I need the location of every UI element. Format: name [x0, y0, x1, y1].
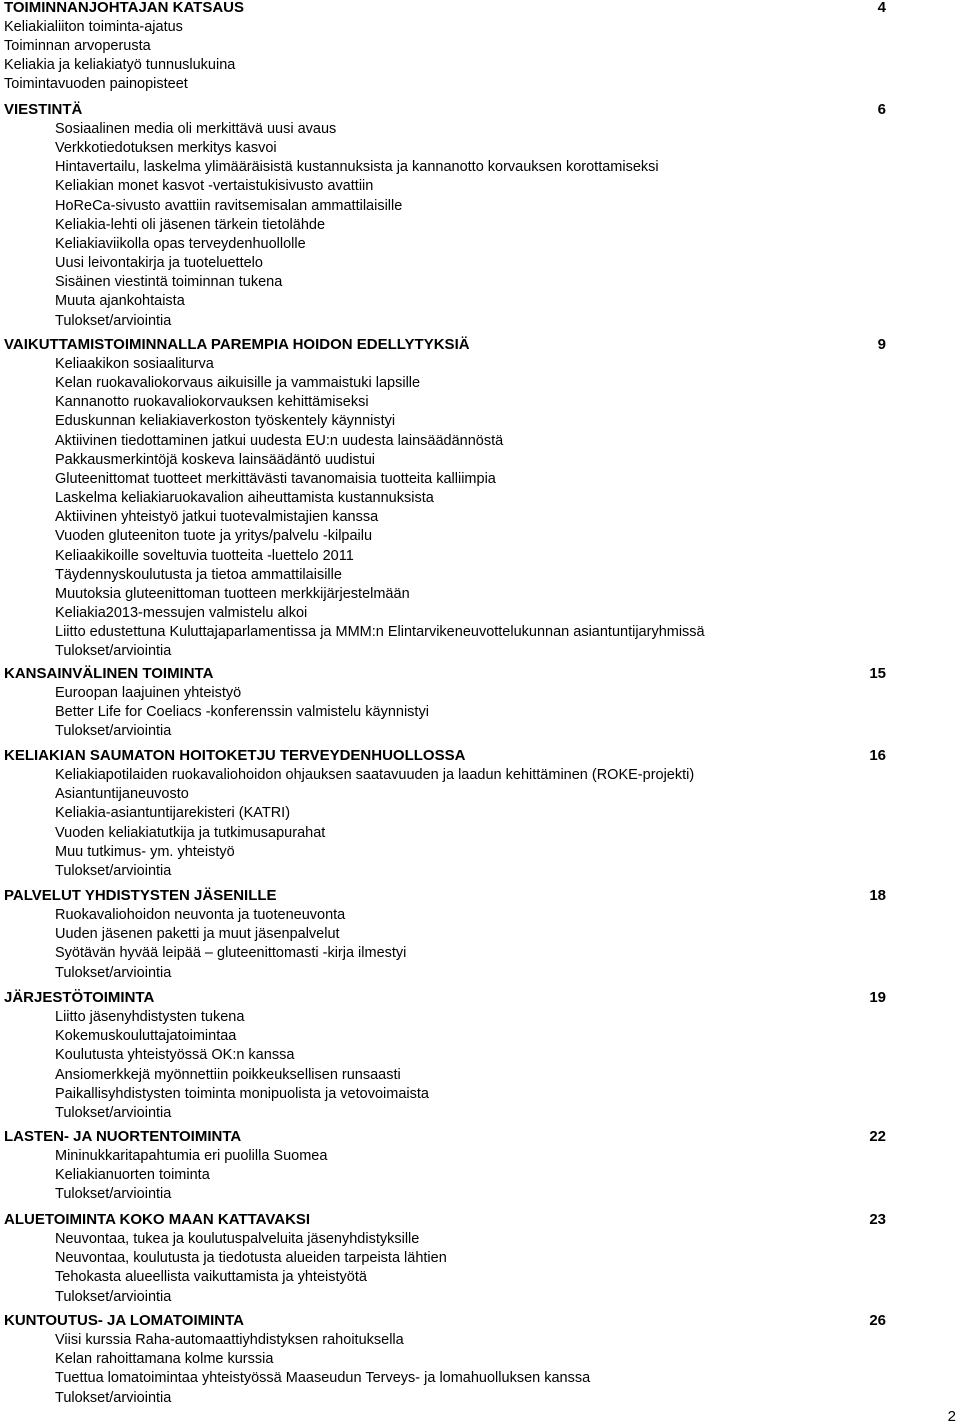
toc-entry[interactable]: Tuettua lomatoimintaa yhteistyössä Maaseudun Terveys- ja lomahuolluksen kanssa: [55, 1370, 591, 1387]
toc-entry[interactable]: Täydennyskoulutusta ja tietoa ammattilaisille: [55, 566, 342, 583]
toc-entry[interactable]: Laskelma keliakiaruokavalion aiheuttamista kustannuksista: [55, 490, 434, 506]
toc-heading[interactable]: [4, 337, 886, 353]
toc-entry[interactable]: Kelan ruokavaliokorvaus aikuisille ja vammaistuki lapsille: [55, 375, 421, 392]
toc-entry[interactable]: Tulokset/arviointia: [55, 312, 172, 329]
toc-heading[interactable]: [4, 1212, 886, 1228]
toc-entry[interactable]: Pakkausmerkintöjä koskeva lainsäädäntö uudistui: [55, 451, 375, 468]
toc-heading-title: KUNTOUTUS- JA LOMATOIMINTA: [4, 1312, 244, 1329]
toc-entry[interactable]: Tehokasta alueellista vaikuttamista ja yhteistyötä: [55, 1269, 367, 1286]
toc-entry[interactable]: Keliakia-lehti oli jäsenen tärkein tietolähde: [55, 216, 326, 233]
toc-heading-page: 26: [869, 1312, 886, 1329]
toc-entry[interactable]: Tulokset/arviointia: [55, 1389, 172, 1406]
toc-entry[interactable]: Liitto jäsenyhdistysten tukena: [55, 1009, 245, 1025]
toc-entry[interactable]: Neuvontaa, tukea ja koulutuspalveluita jäsenyhdistyksille: [55, 1231, 420, 1247]
toc-entry[interactable]: Tulokset/arviointia: [55, 723, 172, 740]
toc-entry[interactable]: Koulutusta yhteistyössä OK:n kanssa: [55, 1047, 295, 1064]
toc-entry[interactable]: Tulokset/arviointia: [55, 1104, 172, 1121]
toc-heading-page: 15: [869, 665, 886, 682]
toc-entry[interactable]: Keliakiaviikolla opas terveydenhuollolle: [55, 235, 306, 252]
toc-heading[interactable]: [4, 888, 886, 904]
toc-heading-title: PALVELUT YHDISTYSTEN JÄSENILLE: [4, 887, 277, 904]
toc-heading[interactable]: [4, 666, 886, 682]
toc-entry[interactable]: Ruokavaliohoidon neuvonta ja tuoteneuvonta: [55, 907, 346, 923]
toc-entry[interactable]: Keliakianuorten toiminta: [55, 1167, 210, 1184]
toc-entry[interactable]: Eduskunnan keliakiaverkoston työskentely käynnistyi: [55, 413, 396, 430]
toc-entry[interactable]: Sosiaalinen media oli merkittävä uusi avaus: [55, 121, 337, 137]
toc-heading-title: TOIMINNANJOHTAJAN KATSAUS: [4, 0, 245, 16]
toc-entry[interactable]: Muuta ajankohtaista: [55, 293, 185, 310]
toc-heading[interactable]: [4, 102, 886, 118]
toc-entry[interactable]: Keliaakikon sosiaaliturva: [55, 356, 214, 372]
toc-entry[interactable]: Kelan rahoittamana kolme kurssia: [55, 1351, 274, 1368]
toc-entry[interactable]: Euroopan laajuinen yhteistyö: [55, 685, 242, 701]
toc-entry[interactable]: Kannanotto ruokavaliokorvauksen kehittämiseksi: [55, 394, 369, 411]
toc-entry[interactable]: Tulokset/arviointia: [55, 643, 172, 660]
toc-entry[interactable]: HoReCa-sivusto avattiin ravitsemisalan ammattilaisille: [55, 197, 403, 214]
toc-heading-page: 6: [877, 101, 886, 118]
toc-heading-page: 18: [869, 887, 886, 904]
toc-heading[interactable]: [4, 1129, 886, 1145]
toc-heading-title: ALUETOIMINTA KOKO MAAN KATTAVAKSI: [4, 1211, 311, 1228]
toc-entry[interactable]: Vuoden gluteeniton tuote ja yritys/palvelu -kilpailu: [55, 528, 373, 545]
toc-entry[interactable]: Tulokset/arviointia: [55, 1186, 172, 1203]
toc-entry[interactable]: Better Life for Coeliacs -konferenssin valmistelu käynnistyi: [55, 704, 429, 721]
toc-entry[interactable]: Verkkotiedotuksen merkitys kasvoi: [55, 140, 277, 157]
toc-entry[interactable]: Viisi kurssia Raha-automaattiyhdistyksen rahoituksella: [55, 1332, 404, 1348]
toc-heading[interactable]: [4, 0, 886, 16]
toc-entry[interactable]: Keliakiapotilaiden ruokavaliohoidon ohjauksen saatavuuden ja laadun kehittäminen (ROKE-projekti): [55, 767, 695, 783]
toc-entry[interactable]: Paikallisyhdistysten toiminta monipuolista ja vetovoimaista: [55, 1085, 429, 1102]
toc-heading-page: 19: [869, 989, 886, 1006]
toc-heading-page: 4: [877, 0, 886, 16]
toc-entry[interactable]: Keliakian monet kasvot -vertaistukisivusto avattiin: [55, 178, 374, 195]
toc-heading-title: KANSAINVÄLINEN TOIMINTA: [4, 665, 214, 682]
toc-entry[interactable]: Syötävän hyvää leipää – gluteenittomasti -kirja ilmestyi: [55, 945, 407, 962]
toc-entry[interactable]: Liitto edustettuna Kuluttajaparlamentissa ja MMM:n Elintarvikeneuvottelukunnan asiantuntijaryhmissä: [55, 624, 705, 641]
toc-entry[interactable]: Ansiomerkkejä myönnettiin poikkeuksellisen runsaasti: [55, 1066, 401, 1083]
toc-entry[interactable]: Gluteenittomat tuotteet merkittävästi tavanomaisia tuotteita kalliimpia: [55, 470, 496, 487]
toc-entry[interactable]: Keliaakikoille soveltuvia tuotteita -luettelo 2011: [55, 547, 354, 564]
toc-entry[interactable]: Tulokset/arviointia: [55, 1288, 172, 1305]
toc-entry[interactable]: Muutoksia gluteenittoman tuotteen merkkijärjestelmään: [55, 585, 410, 602]
toc-heading-page: 22: [869, 1128, 886, 1145]
toc-heading-title: JÄRJESTÖTOIMINTA: [4, 989, 155, 1006]
toc-entry[interactable]: Kokemuskouluttajatoimintaa: [55, 1028, 237, 1045]
toc-entry[interactable]: Aktiivinen yhteistyö jatkui tuotevalmistajien kanssa: [55, 509, 379, 526]
toc-entry[interactable]: Toiminnan arvoperusta: [4, 38, 151, 55]
toc-heading-title: KELIAKIAN SAUMATON HOITOKETJU TERVEYDENHUOLLOSSA: [4, 747, 466, 764]
toc-entry[interactable]: Mininukkaritapahtumia eri puolilla Suomea: [55, 1148, 328, 1164]
toc-heading-page: 23: [869, 1211, 886, 1228]
toc-entry[interactable]: Aktiivinen tiedottaminen jatkui uudesta EU:n uudesta lainsäädännöstä: [55, 432, 504, 449]
toc-heading-page: 9: [877, 336, 886, 353]
toc-heading[interactable]: [4, 990, 886, 1006]
page-number: 2: [947, 1408, 956, 1425]
toc-entry[interactable]: Hintavertailu, laskelma ylimääräisistä kustannuksista ja kannanotto korvauksen korottamiseksi: [55, 159, 659, 176]
toc-entry[interactable]: Uusi leivontakirja ja tuoteluettelo: [55, 255, 263, 271]
toc-entry[interactable]: Sisäinen viestintä toiminnan tukena: [55, 274, 283, 291]
toc-entry[interactable]: Neuvontaa, koulutusta ja tiedotusta alueiden tarpeista lähtien: [55, 1250, 447, 1267]
toc-entry[interactable]: Asiantuntijaneuvosto: [55, 786, 189, 803]
toc-entry[interactable]: Toimintavuoden painopisteet: [4, 76, 188, 93]
toc-entry[interactable]: Tulokset/arviointia: [55, 862, 172, 879]
toc-heading-title: VIESTINTÄ: [4, 101, 83, 118]
toc-entry[interactable]: Keliakia2013-messujen valmistelu alkoi: [55, 605, 308, 621]
toc-entry[interactable]: Keliakia-asiantuntijarekisteri (KATRI): [55, 805, 291, 822]
toc-heading[interactable]: [4, 748, 886, 764]
toc-entry[interactable]: Muu tutkimus- ym. yhteistyö: [55, 843, 235, 860]
toc-entry[interactable]: Vuoden keliakiatutkija ja tutkimusapurahat: [55, 824, 326, 841]
toc-entry[interactable]: Keliakialiiton toiminta-ajatus: [4, 19, 183, 35]
toc-entry[interactable]: Keliakia ja keliakiatyö tunnuslukuina: [4, 57, 236, 74]
toc-heading[interactable]: [4, 1313, 886, 1329]
toc-entry[interactable]: Uuden jäsenen paketti ja muut jäsenpalvelut: [55, 926, 340, 943]
toc-heading-title: VAIKUTTAMISTOIMINNALLA PAREMPIA HOIDON EDELLYTYKSIÄ: [4, 336, 470, 353]
toc-heading-page: 16: [869, 747, 886, 764]
toc-entry[interactable]: Tulokset/arviointia: [55, 964, 172, 981]
toc-heading-title: LASTEN- JA NUORTENTOIMINTA: [4, 1128, 242, 1145]
